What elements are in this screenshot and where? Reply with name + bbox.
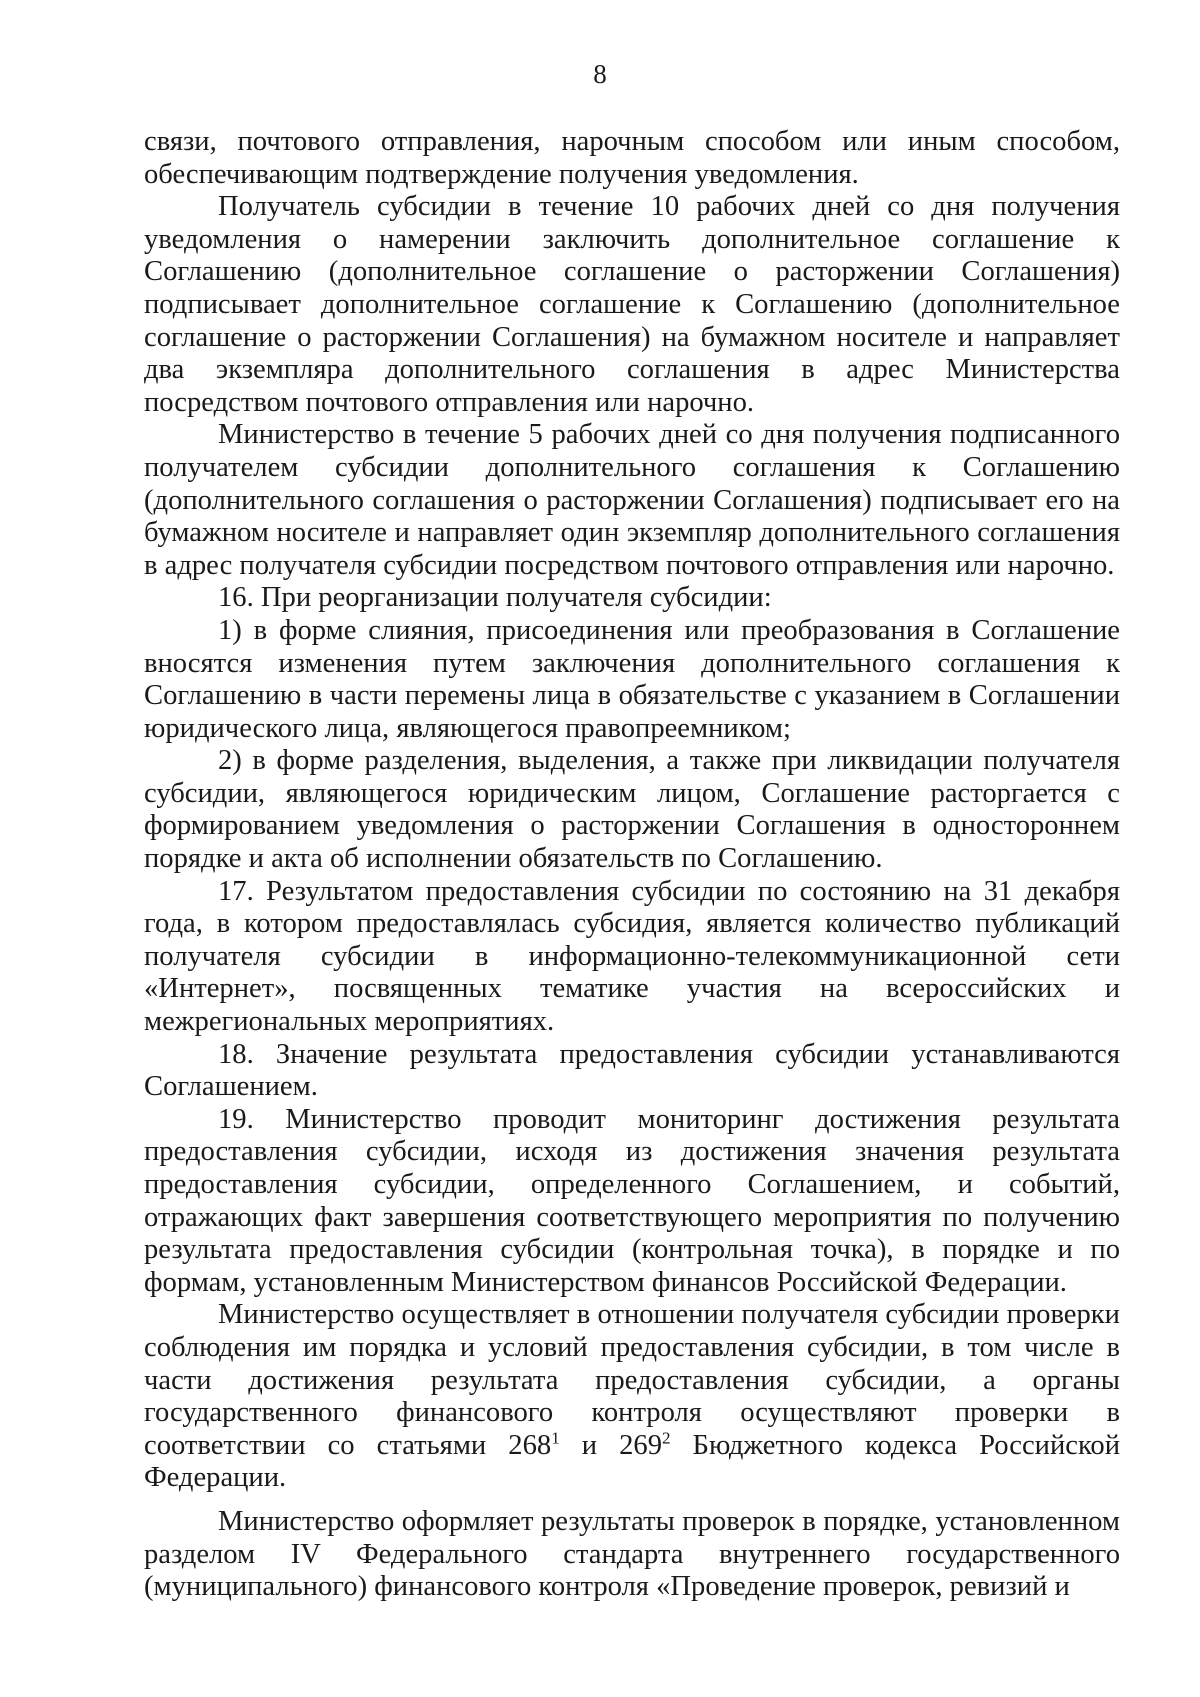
inspections-text-after: Бюджетного кодекса Российской Федерации. xyxy=(144,1429,1120,1494)
clause-16-heading: 16. При реорганизации получателя субсидии: xyxy=(218,582,772,614)
paragraph-recipient-signing: Получатель субсидии в течение 10 рабочих дней со дня получения уведомления о намерении заключить дополнительное соглашение к Соглашению (дополнительное соглашение о расторжении Соглашения) подписывает дополнительное соглашение к Соглашению (дополнительное соглашение о расторжении Соглашения) на бумажном носителе и направляет два экземпляра дополнительного соглашения в адрес Министерства посредством почтового отправления или нарочно. xyxy=(144,191,1120,418)
superscript-1: 1 xyxy=(551,1428,560,1448)
superscript-2: 2 xyxy=(662,1428,671,1448)
clause-19: 19. Министерство проводит мониторинг достижения результата предоставления субсидии, исходя из достижения значения результата предоставления субсидии, определенного Соглашением, и событий, отражающих факт завершения соответствующего мероприятия по получению результата предоставления субсидии (контрольная точка), в порядке и по формам, установленным Министерством финансов Российской Федерации. xyxy=(144,1103,1120,1298)
paragraph-ministry-signing: Министерство в течение 5 рабочих дней со дня получения подписанного получателем субсидии дополнительного соглашения к Соглашению (дополнительного соглашения о расторжении Соглашения) подписывает его на бумажном носителе и направляет один экземпляр дополнительного соглашения в адрес получателя субсидии посредством почтового отправления или нарочно. xyxy=(144,419,1120,581)
page-number: 8 xyxy=(593,59,607,89)
document-body xyxy=(144,126,1120,1604)
paragraph-ministry-inspections xyxy=(144,1299,1120,1495)
clause-17: 17. Результатом предоставления субсидии по состоянию на 31 декабря года, в котором предоставлялась субсидия, является количество публикаций получателя субсидии в информационно-телекоммуникационной сети «Интернет», посвященных тематике участия на всероссийских и межрегиональных мероприятиях. xyxy=(144,875,1120,1038)
paragraph-continuation: связи, почтового отправления, нарочным способом или иным способом, обеспечивающим подтверждение получения уведомления. xyxy=(144,126,1120,190)
inspections-text-middle: и 269 xyxy=(559,1429,662,1461)
clause-18: 18. Значение результата предоставления субсидии устанавливаются Соглашением. xyxy=(144,1038,1120,1103)
paragraph-inspection-results: Министерство оформляет результаты проверок в порядке, установленном разделом IV Федерального стандарта внутреннего государственного (муниципального) финансового контроля «Проведение проверок, ревизий и xyxy=(144,1505,1120,1603)
inspections-text-before: Министерство осуществляет в отношении получателя субсидии проверки соблюдения им порядка и условий предоставления субсидии, в том числе в части достижения результата предоставления субсидии, а органы государственного финансового контроля осуществляют проверки в соответствии со статьями 268 xyxy=(144,1299,1120,1461)
clause-16-item-2: 2) в форме разделения, выделения, а также при ликвидации получателя субсидии, являющегося юридическим лицом, Соглашение расторгается с формированием уведомления о расторжении Соглашения в одностороннем порядке и акта об исполнении обязательств по Соглашению. xyxy=(144,745,1120,875)
clause-16-item-1: 1) в форме слияния, присоединения или преобразования в Соглашение вносятся изменения путем заключения дополнительного соглашения к Соглашению в части перемены лица в обязательстве с указанием в Соглашении юридического лица, являющегося правопреемником; xyxy=(144,614,1120,744)
